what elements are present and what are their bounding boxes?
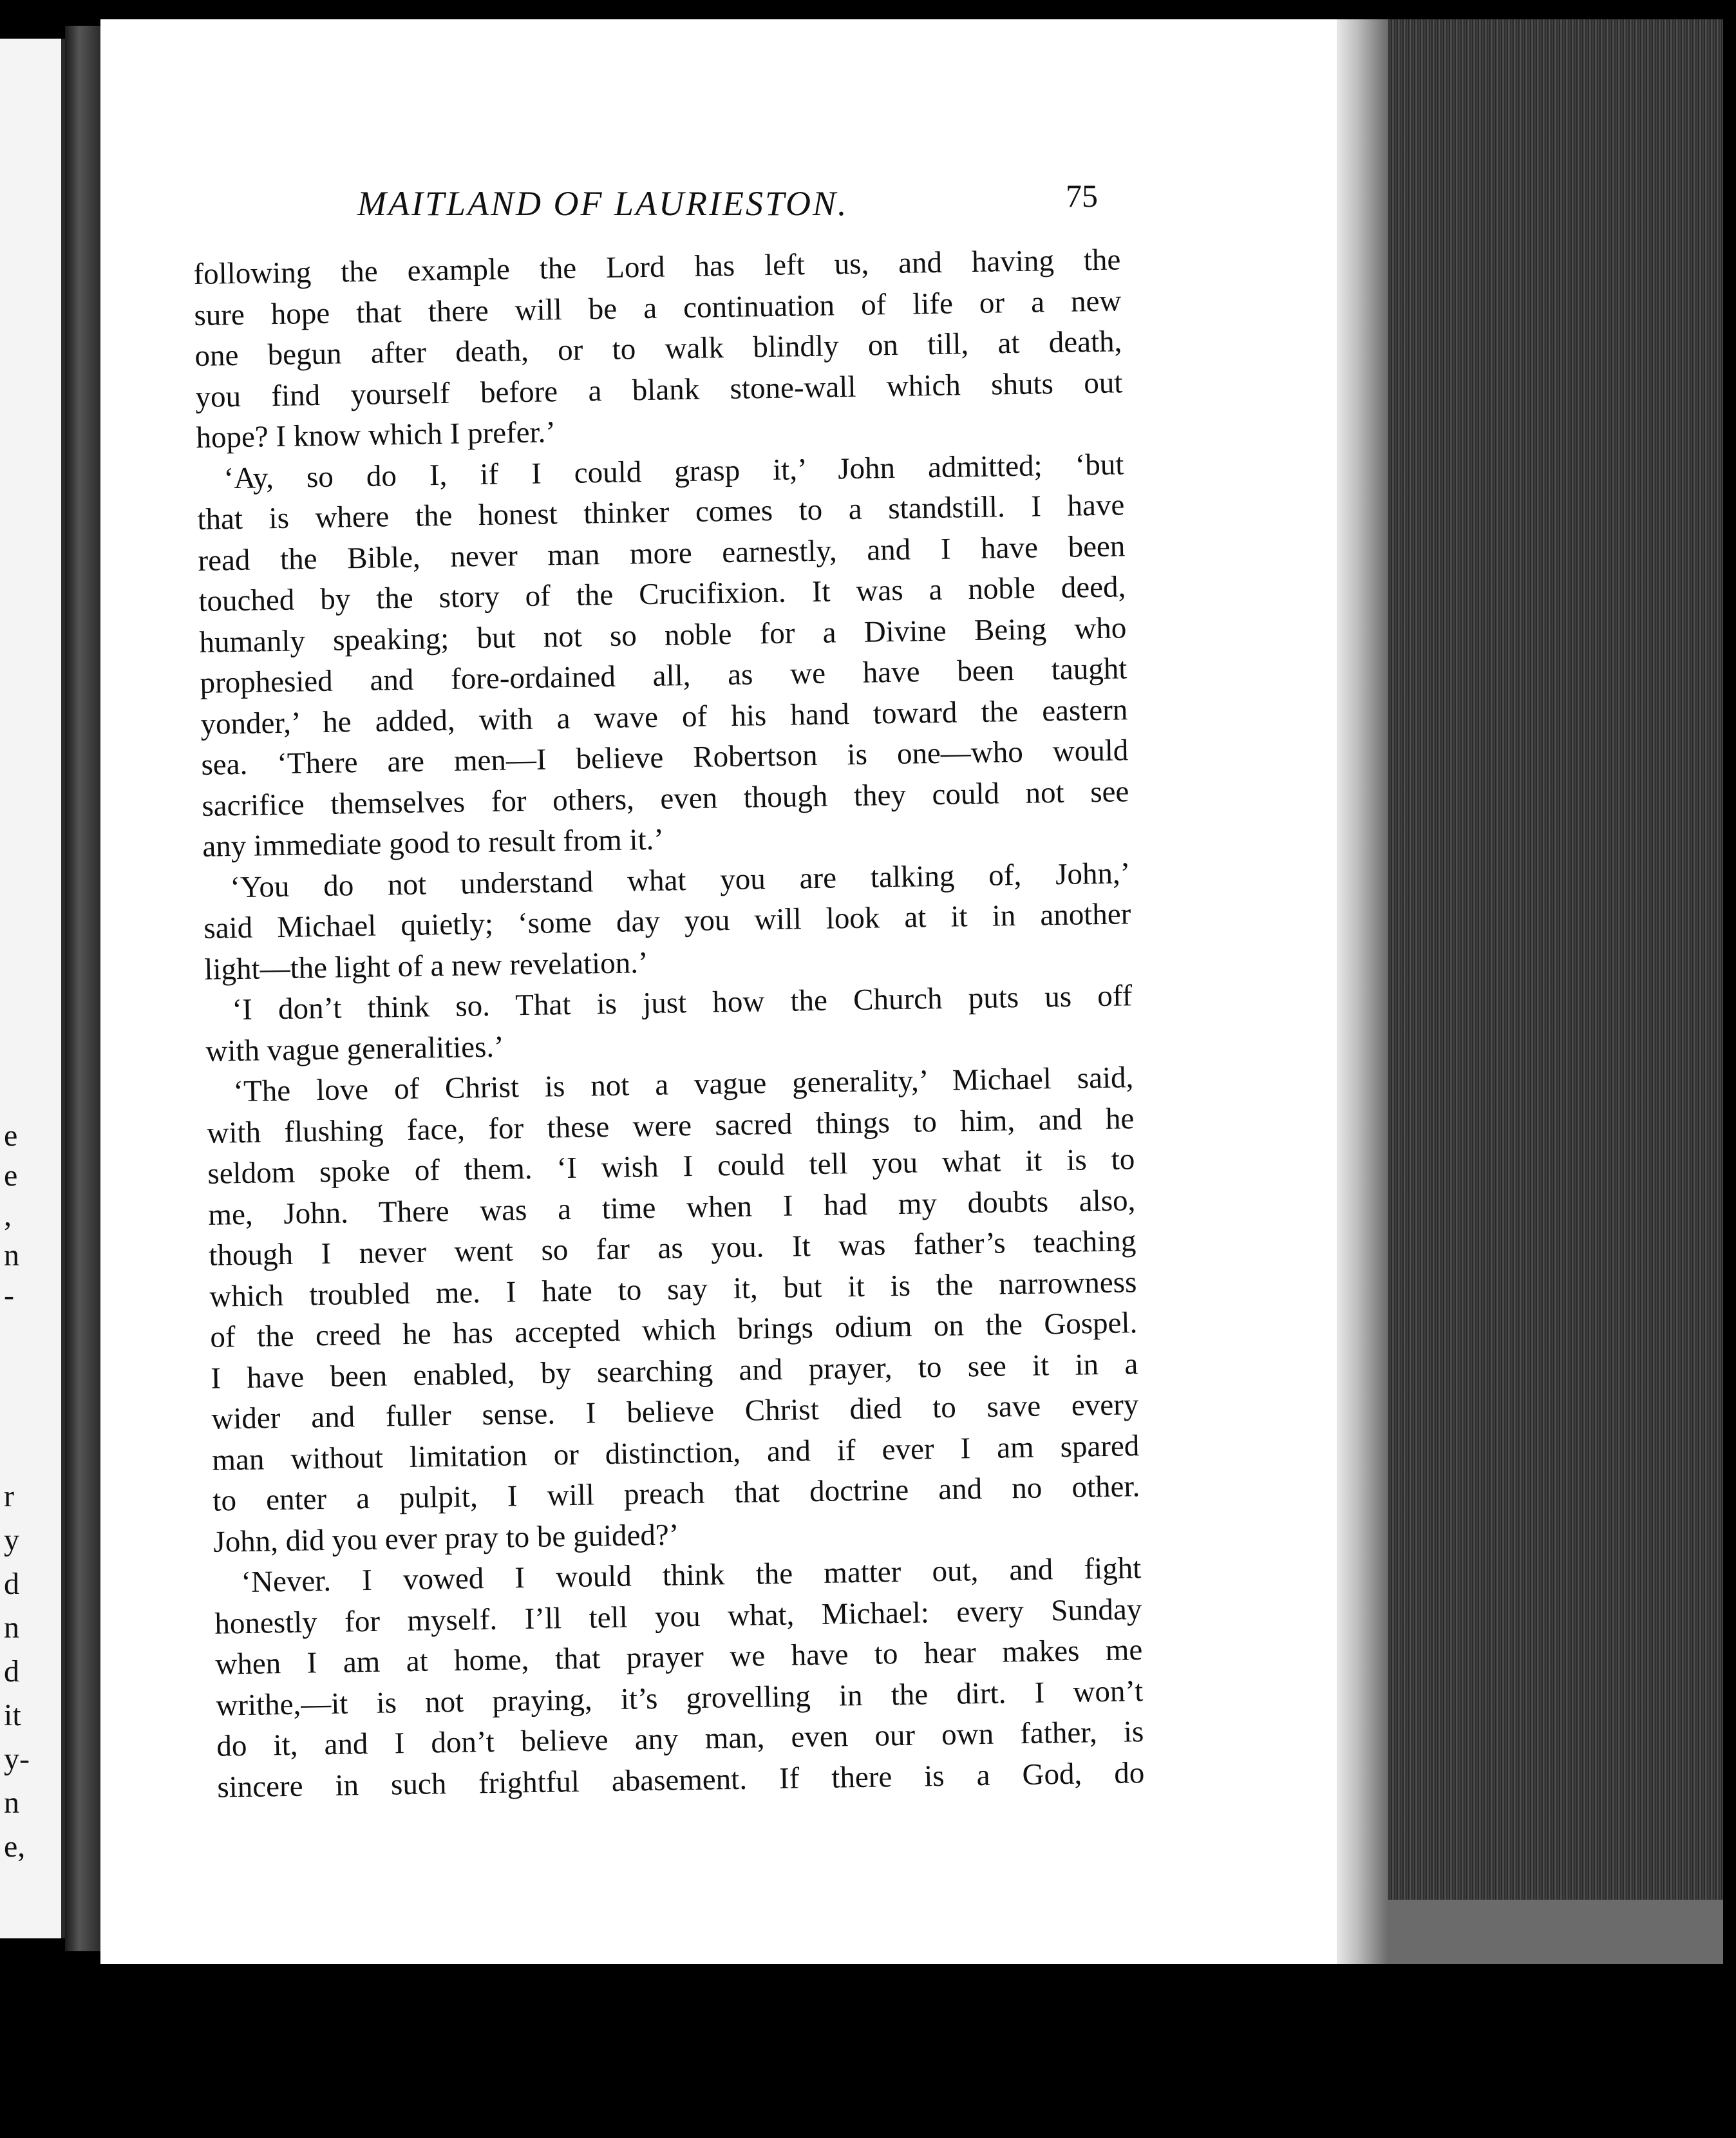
left-page-fragment: e,	[4, 1830, 26, 1864]
left-page-fragment: n	[4, 1611, 19, 1645]
text-line: I have been enabled, by searching and prayer, to see it in a	[211, 1347, 1138, 1395]
text-line: wider and fuller sense. I believe Christ died to save every	[211, 1388, 1139, 1436]
text-line: following the example the Lord has left us, and having the	[193, 243, 1121, 291]
left-page-fragment: y	[4, 1523, 19, 1557]
page-header	[357, 177, 1098, 229]
text-line: with flushing face, for these were sacred things to him, and he	[207, 1101, 1135, 1150]
text-line: prophesied and fore-ordained all, as we have been taught	[200, 652, 1127, 700]
text-line: ‘Never. I vowed I would think the matter out, and fight	[240, 1551, 1142, 1600]
text-line: when I am at home, that prayer we have to hear makes me	[214, 1633, 1143, 1681]
left-page-fragment: y-	[4, 1742, 30, 1776]
previous-page-edge	[0, 39, 65, 1938]
text-line: of the creed he has accepted which brings odium on the Gospel.	[210, 1306, 1138, 1354]
text-line: which troubled me. I hate to say it, but it is the narrowness	[209, 1265, 1137, 1314]
book-fore-edge	[1337, 19, 1723, 1964]
text-line: John, did you ever pray to be guided?’	[212, 1517, 679, 1559]
text-line: sure hope that there will be a continuation of life or a new	[194, 283, 1122, 332]
left-page-fragment: n	[4, 1238, 19, 1272]
text-line: you find yourself before a blank stone-wall which shuts out	[195, 365, 1123, 414]
left-page-fragment: -	[4, 1278, 14, 1312]
left-page-fragment: ,	[4, 1198, 12, 1233]
text-line: hope? I know which I prefer.’	[196, 415, 556, 455]
text-line: me, John. There was a time when I had my doubts also,	[208, 1183, 1136, 1232]
book-bottom-edge	[1388, 1900, 1723, 1964]
text-line: sacrifice themselves for others, even though they could not see	[202, 774, 1129, 823]
text-line: man without limitation or distinction, and if ever I am spared	[212, 1428, 1140, 1477]
text-line: ‘You do not understand what you are talking of, John,’	[230, 856, 1131, 904]
text-line: read the Bible, never man more earnestly, and I have been	[198, 529, 1126, 578]
left-page-fragment: e	[4, 1159, 18, 1193]
text-line: yonder,’ he added, with a wave of his hand toward the eastern	[200, 692, 1128, 741]
text-line: honestly for myself. I’ll tell you what, Michael: every Sunday	[214, 1592, 1142, 1641]
text-line: sincere in such frightful abasement. If there is a God, do	[216, 1755, 1145, 1804]
text-line: to enter a pulpit, I will preach that doctrine and no other.	[212, 1470, 1140, 1518]
left-page-fragment: e	[4, 1119, 18, 1153]
book-gutter	[65, 26, 100, 1951]
text-line: light—the light of a new revelation.’	[204, 945, 648, 987]
text-line: seldom spoke of them. ‘I wish I could tell you what it is to	[207, 1142, 1135, 1191]
text-line: humanly speaking; but not so noble for a Divine Being who	[199, 610, 1127, 659]
text-line: writhe,—it is not praying, it’s grovelling in the dirt. I won’t	[215, 1674, 1144, 1723]
left-page-fragment: it	[4, 1698, 21, 1732]
text-line: with vague generalities.’	[205, 1030, 505, 1068]
left-page-fragment: d	[4, 1654, 19, 1689]
page-edge-highlight	[1337, 19, 1388, 1964]
text-line: do it, and I don’t believe any man, even our own father, is	[216, 1715, 1144, 1763]
left-page-fragment: n	[4, 1786, 19, 1820]
text-line: though I never went so far as you. It was father’s teaching	[209, 1224, 1137, 1272]
text-line: touched by the story of the Crucifixion. It was a noble deed,	[198, 570, 1126, 618]
left-page-fragment: d	[4, 1567, 19, 1601]
text-line: any immediate good to result from it.’	[202, 822, 665, 864]
page-number: 75	[1066, 178, 1098, 214]
text-line: said Michael quietly; ‘some day you will look at it in another	[203, 897, 1131, 945]
running-head: MAITLAND OF LAURIESTON.	[357, 184, 849, 223]
text-line: sea. ‘There are men—I believe Robertson is one—who would	[201, 733, 1129, 782]
text-line: ‘The love of Christ is not a vague generality,’ Michael said,	[233, 1061, 1134, 1109]
text-line: ‘Ay, so do I, if I could grasp it,’ John admitted; ‘but	[223, 447, 1124, 495]
text-line: that is where the honest thinker comes to a standstill. I have	[197, 488, 1125, 536]
text-line: one begun after death, or to walk blindly on till, at death,	[194, 325, 1122, 373]
left-page-fragment: r	[4, 1479, 14, 1513]
text-line: ‘I don’t think so. That is just how the Church puts us off	[232, 979, 1133, 1027]
body-text	[193, 240, 1145, 1808]
